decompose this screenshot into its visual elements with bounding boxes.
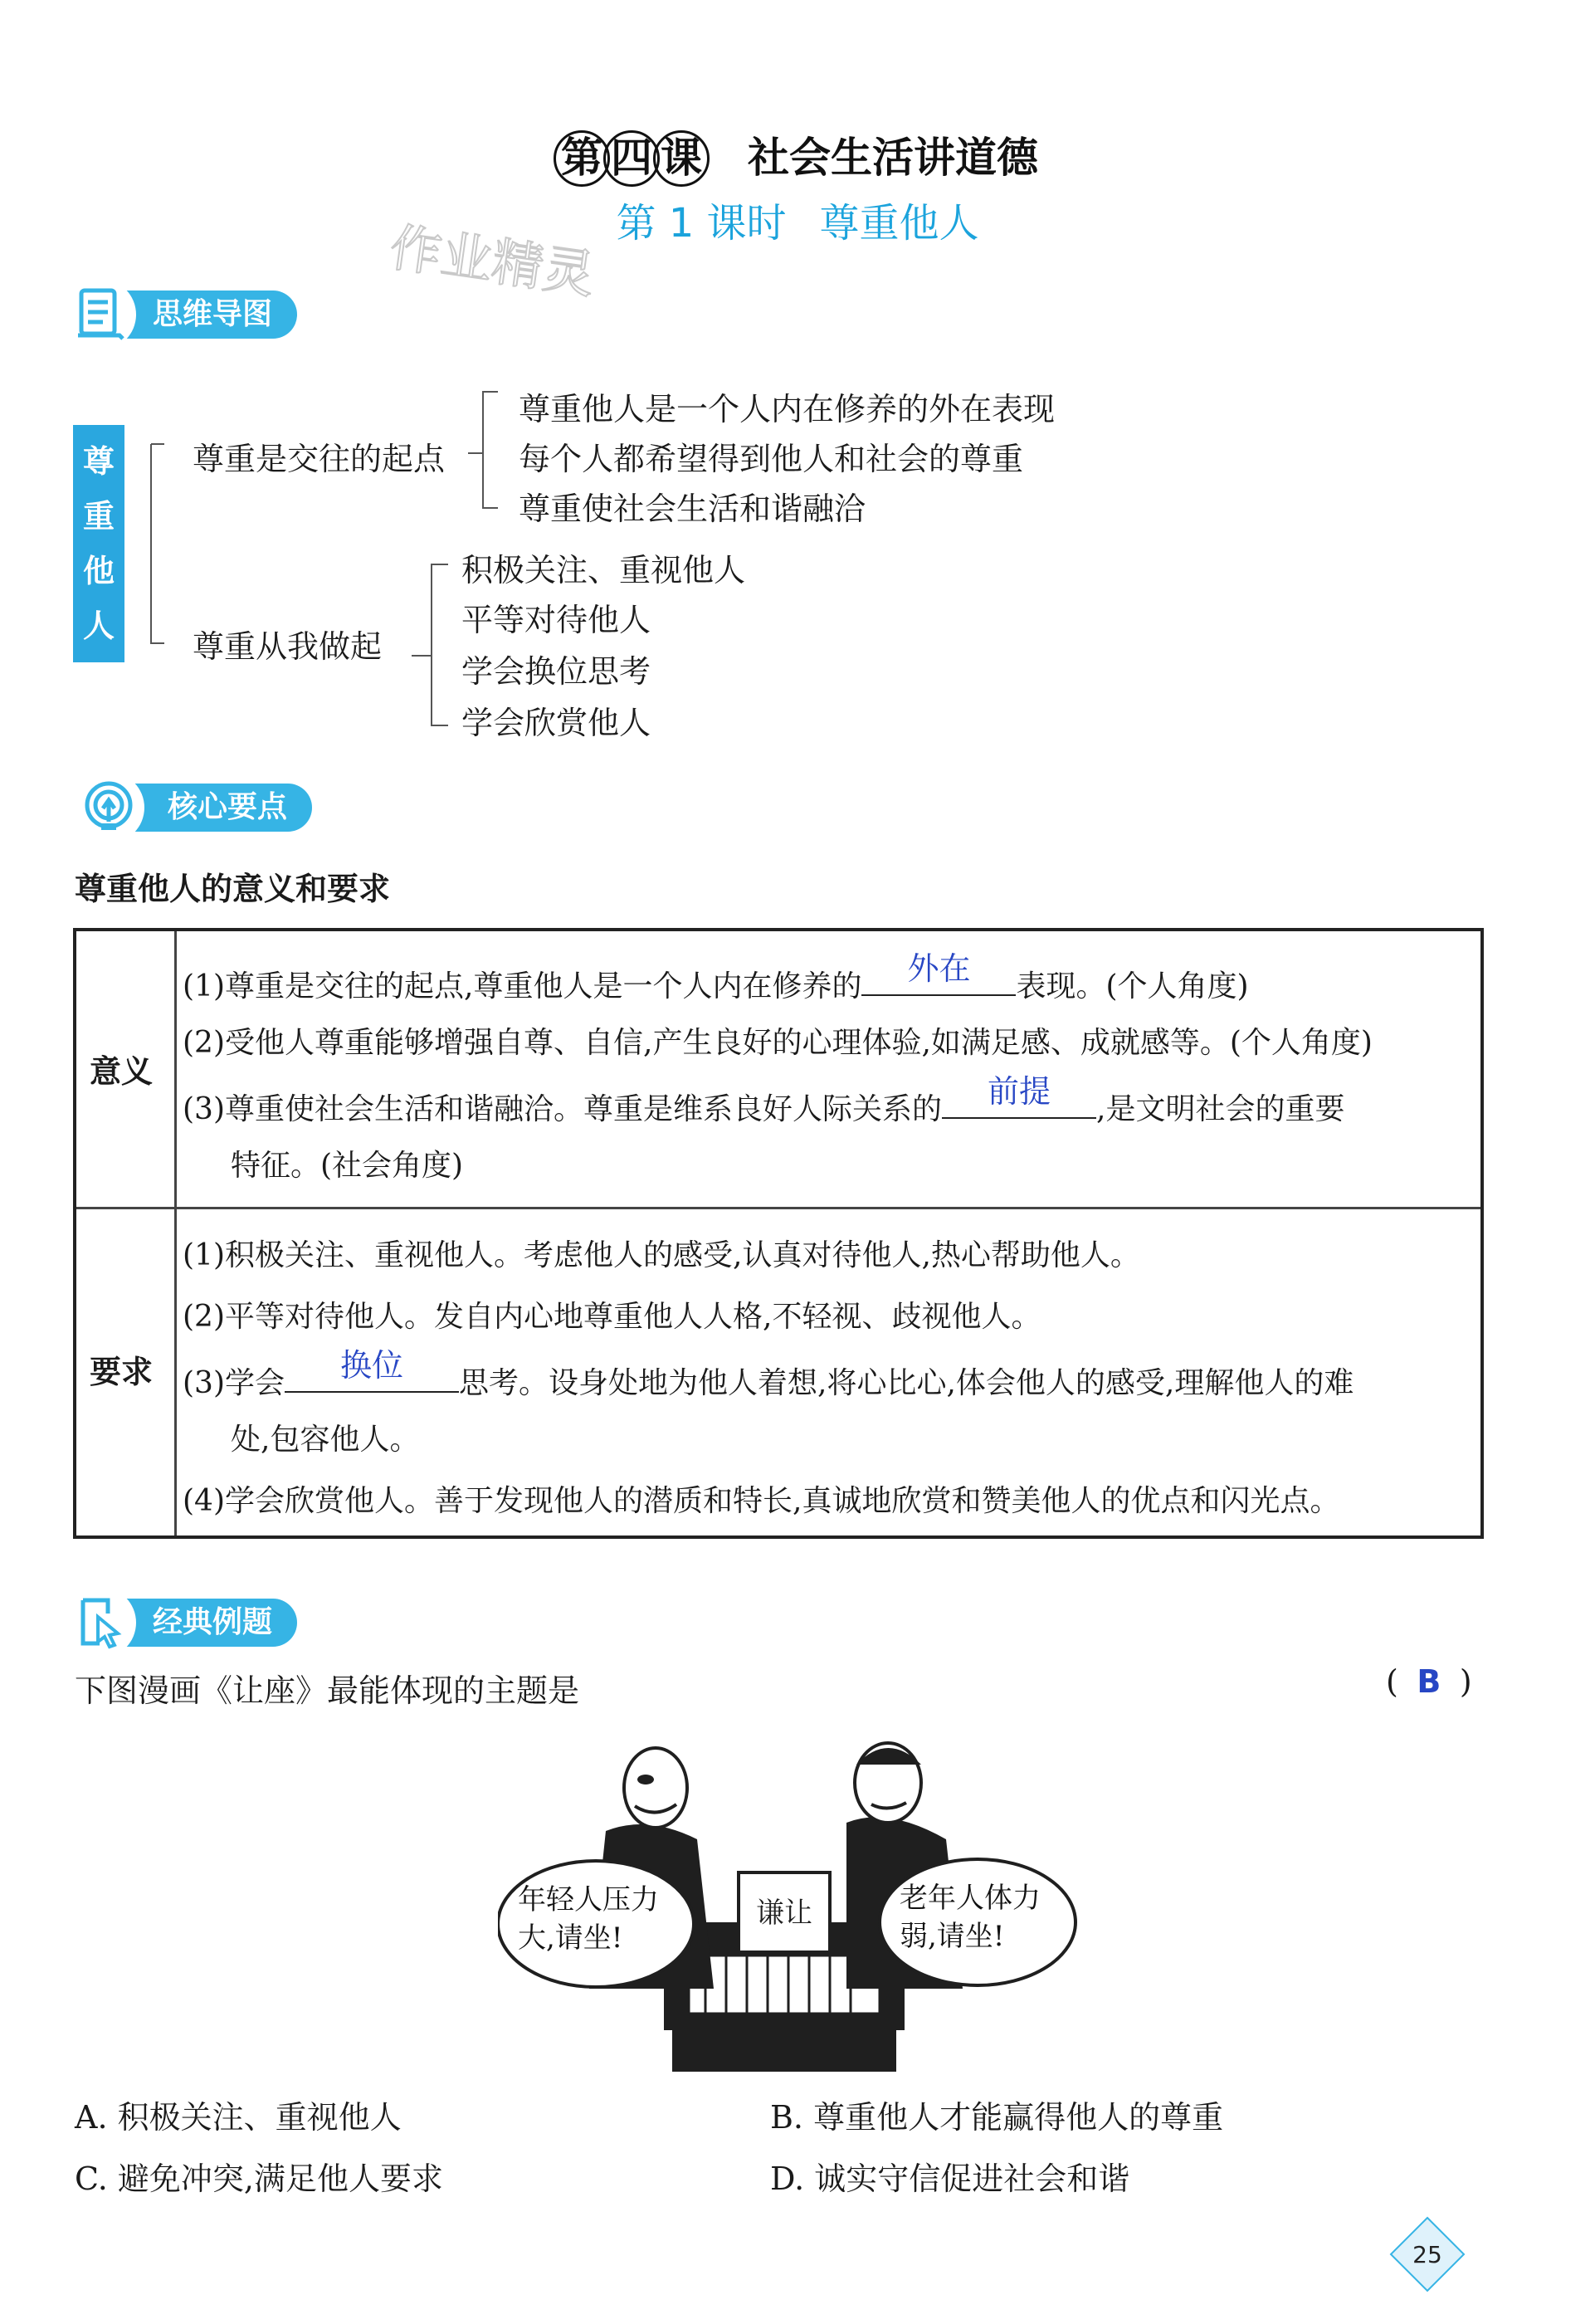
branch-2-child: 学会换位思考 bbox=[461, 653, 651, 690]
session-label: 第 1 课时 bbox=[616, 200, 787, 247]
lesson-number-suffix: 课 bbox=[653, 130, 710, 187]
branch-1-label: 尊重是交往的起点 bbox=[193, 441, 446, 477]
requirement-line-2: (2)平等对待他人。发自内心地尊重他人人格,不轻视、歧视他人。 bbox=[183, 1300, 1041, 1334]
requirement-line-3 bbox=[183, 1347, 1354, 1402]
branch-2-child: 平等对待他人 bbox=[461, 602, 651, 638]
session-title bbox=[0, 191, 1595, 248]
cartoon-illustration bbox=[498, 1715, 1079, 2080]
requirement-label: 要求 bbox=[90, 1354, 154, 1390]
root-char: 重 bbox=[82, 498, 115, 535]
lesson-number: 四 bbox=[603, 130, 660, 187]
option-c: C. 避免冲突,满足他人要求 bbox=[75, 2160, 443, 2197]
question-text: 下图漫画《让座》最能体现的主题是 bbox=[75, 1672, 580, 1709]
answer-close-paren: ) bbox=[1459, 1663, 1472, 1700]
pointer-icon bbox=[65, 1587, 136, 1658]
branch-2-bracket bbox=[408, 554, 466, 745]
session-title-text: 尊重他人 bbox=[819, 200, 979, 247]
lightbulb-icon bbox=[73, 772, 144, 843]
answer-blank bbox=[942, 1073, 1096, 1119]
lesson-title-text: 社会生活讲道德 bbox=[748, 134, 1038, 182]
meaning-line-3-cont: 特征。(社会角度) bbox=[231, 1149, 464, 1183]
answer-text: 外在 bbox=[907, 950, 971, 987]
meaning-line-2: (2)受他人尊重能够增强自尊、自信,产生良好的心理体验,如满足感、成就感等。(个人角度) bbox=[183, 1026, 1373, 1060]
branch-2-child: 学会欣赏他人 bbox=[461, 705, 651, 741]
answer-open-paren: ( bbox=[1386, 1663, 1398, 1700]
mind-map-icon bbox=[65, 279, 136, 350]
answer-blank bbox=[285, 1347, 459, 1393]
requirement-line-3-cont: 处,包容他人。 bbox=[231, 1423, 420, 1457]
old-man-head bbox=[624, 1748, 687, 1828]
left-bubble-text: 年轻人压力大,请坐! bbox=[518, 1883, 659, 1955]
meaning-line-1-text: (1)尊重是交往的起点,尊重他人是一个人内在修养的 bbox=[183, 969, 862, 1003]
root-char: 他 bbox=[82, 553, 115, 589]
mind-map-badge-label: 思维导图 bbox=[153, 297, 273, 331]
requirement-line-4: (4)学会欣赏他人。善于发现他人的潜质和特长,真诚地欣赏和赞美他人的优点和闪光点。 bbox=[183, 1484, 1340, 1518]
mind-map-root bbox=[73, 425, 124, 662]
question-answer bbox=[1386, 1663, 1472, 1700]
meaning-label: 意义 bbox=[90, 1053, 154, 1090]
answer-choice: B bbox=[1417, 1663, 1441, 1700]
watermark: 作业精灵 bbox=[386, 217, 599, 305]
root-char: 尊 bbox=[82, 443, 115, 480]
key-points-heading: 尊重他人的意义和要求 bbox=[75, 871, 391, 907]
page-number: 25 bbox=[1412, 2240, 1442, 2268]
option-d: D. 诚实守信促进社会和谐 bbox=[770, 2160, 1130, 2197]
answer-text: 换位 bbox=[339, 1347, 403, 1384]
answer-text: 前提 bbox=[987, 1073, 1051, 1110]
example-badge-label: 经典例题 bbox=[153, 1605, 273, 1639]
branch-2-child: 积极关注、重视他人 bbox=[461, 552, 746, 588]
lesson-title bbox=[0, 124, 1595, 187]
lesson-number-prefix: 第 bbox=[554, 130, 610, 187]
branch-2-label: 尊重从我做起 bbox=[193, 628, 383, 665]
meaning-line-1-tail: 表现。(个人角度) bbox=[1016, 969, 1249, 1003]
meaning-line-3-tail: ,是文明社会的重要 bbox=[1096, 1092, 1345, 1126]
branch-1-child: 尊重他人是一个人内在修养的外在表现 bbox=[519, 391, 1056, 427]
meaning-line-3 bbox=[183, 1073, 1345, 1128]
meaning-line-1 bbox=[183, 950, 1249, 1005]
branch-1-child: 每个人都希望得到他人和社会的尊重 bbox=[519, 441, 1024, 477]
key-points-badge-label: 核心要点 bbox=[168, 790, 288, 824]
answer-blank bbox=[861, 950, 1016, 996]
sign-text: 谦让 bbox=[756, 1897, 812, 1930]
branch-1-child: 尊重使社会生活和谐融洽 bbox=[519, 491, 866, 527]
requirement-line-1: (1)积极关注、重视他人。考虑他人的感受,认真对待他人,热心帮助他人。 bbox=[183, 1238, 1140, 1272]
option-b: B. 尊重他人才能赢得他人的尊重 bbox=[770, 2099, 1224, 2136]
meaning-line-3-text: (3)尊重使社会生活和谐融洽。尊重是维系良好人际关系的 bbox=[183, 1092, 942, 1126]
root-char: 人 bbox=[82, 608, 115, 644]
branch-1-bracket bbox=[465, 382, 515, 523]
key-points-table bbox=[73, 928, 1484, 1539]
right-bubble-text: 老年人体力弱,请坐! bbox=[900, 1882, 1041, 1953]
requirement-line-3-tail: 思考。设身处地为他人着想,将心比心,体会他人的感受,理解他人的难 bbox=[459, 1366, 1354, 1400]
option-a: A. 积极关注、重视他人 bbox=[75, 2099, 402, 2136]
requirement-line-3-text: (3)学会 bbox=[183, 1366, 285, 1400]
